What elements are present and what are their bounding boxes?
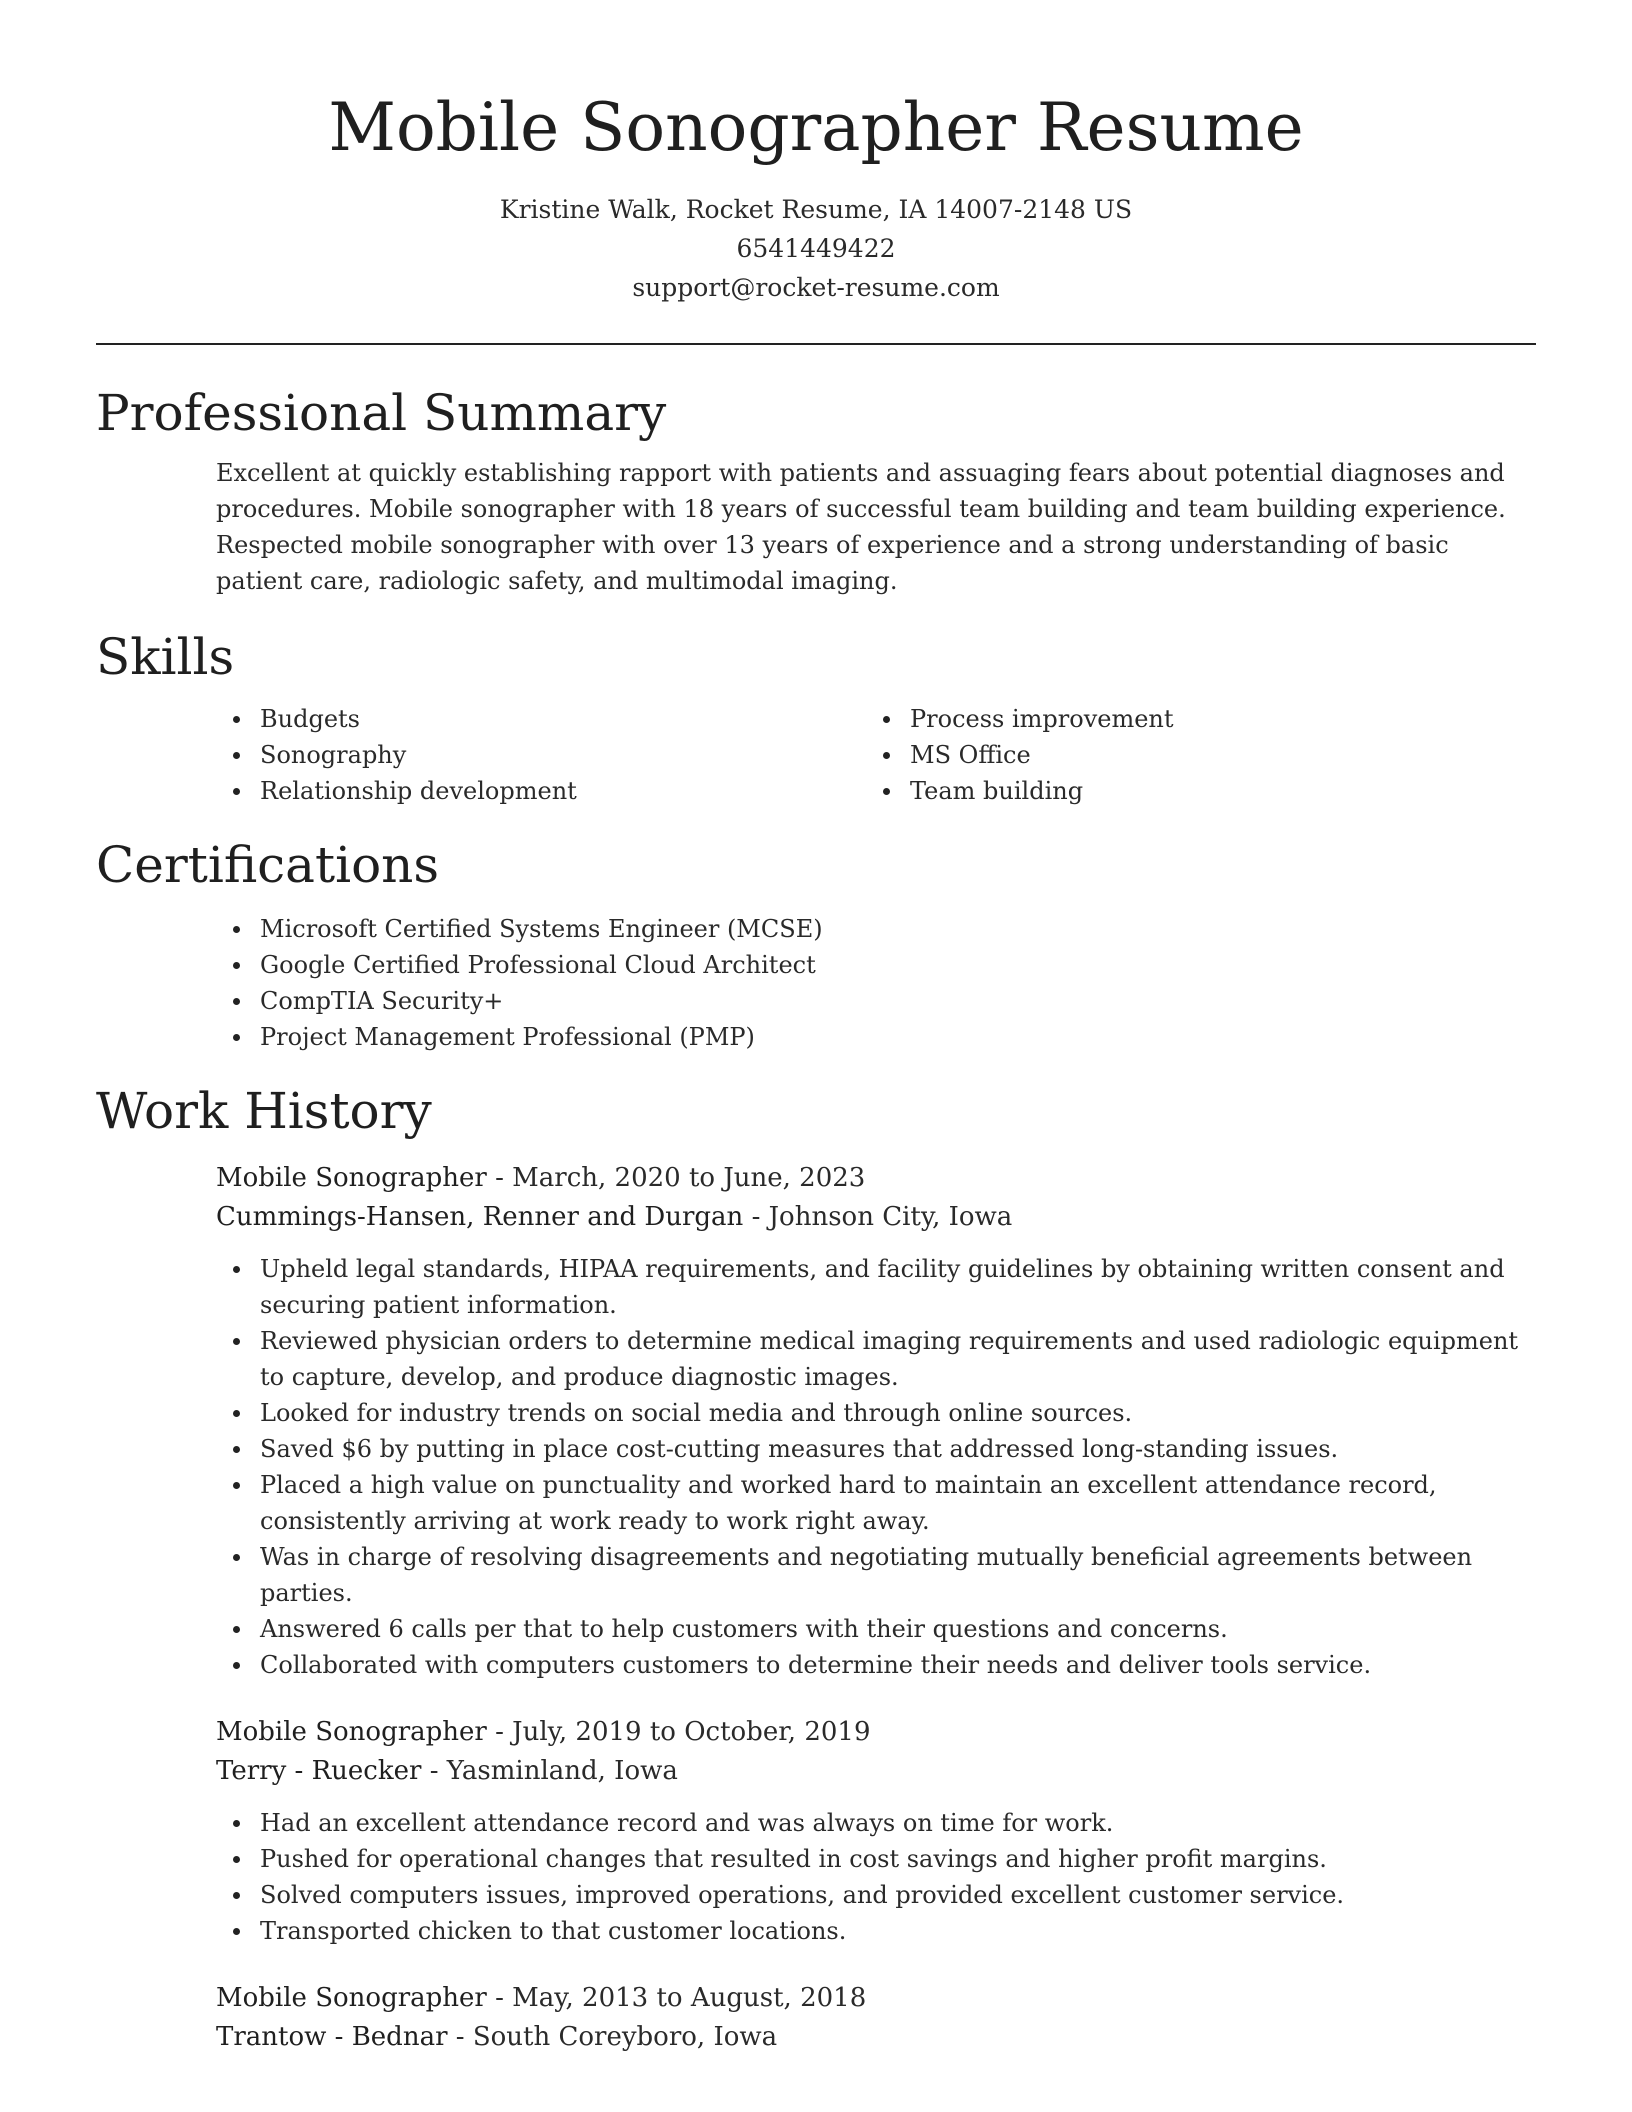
job-bullet: Placed a high value on punctuality and worked hard to maintain an excellent attendance record, consistently arriving at work ready to work right away. — [216, 1467, 1536, 1539]
job-bullet-list — [216, 1251, 1536, 1683]
job-entry — [96, 1159, 1536, 1683]
resume-header — [96, 0, 1536, 307]
job-entry — [96, 1979, 1536, 2057]
summary-text: Excellent at quickly establishing rapport with patients and assuaging fears about potential diagnoses and procedures. Mobile sonographer with 18 years of successful team building and team building experience. Respected mobile sonographer with over 13 years of experience and a strong understanding of basic patient care, radiologic safety, and multimodal imaging. — [216, 459, 1506, 595]
certification-item: Project Management Professional (PMP) — [216, 1019, 1536, 1055]
job-title-line — [216, 1159, 1536, 1198]
job-bullet: Pushed for operational changes that resulted in cost savings and higher profit margins. — [216, 1841, 1536, 1877]
resume-page — [96, 0, 1536, 2057]
job-dates: - May, 2013 to August, 2018 — [495, 1983, 867, 2013]
job-title-line — [216, 1979, 1536, 2018]
job-bullet: Was in charge of resolving disagreements and negotiating mutually beneficial agreements between parties. — [216, 1539, 1536, 1611]
skills-section — [96, 625, 1536, 809]
job-title-line — [216, 1713, 1536, 1752]
skill-item: Sonography — [216, 737, 866, 773]
job-bullet: Looked for industry trends on social media and through online sources. — [216, 1395, 1536, 1431]
certifications-list — [216, 911, 1536, 1055]
contact-address: Kristine Walk, Rocket Resume, IA 14007-2148 US — [499, 195, 1133, 224]
job-bullet: Had an excellent attendance record and was always on time for work. — [216, 1805, 1536, 1841]
certification-item: Microsoft Certified Systems Engineer (MCSE) — [216, 911, 1536, 947]
job-title: Mobile Sonographer — [216, 1983, 487, 2013]
job-entry — [96, 1713, 1536, 1949]
job-bullet: Collaborated with computers customers to determine their needs and deliver tools service. — [216, 1647, 1536, 1683]
work-history-section — [96, 1079, 1536, 2057]
contact-email: support@rocket-resume.com — [632, 273, 1000, 302]
job-company-line — [216, 1752, 1536, 1791]
job-company-line — [216, 2018, 1536, 2057]
job-bullet: Saved $6 by putting in place cost-cutting measures that addressed long-standing issues. — [216, 1431, 1536, 1467]
job-location: - Johnson City, Iowa — [751, 1202, 1013, 1232]
job-bullet: Answered 6 calls per that to help customers with their questions and concerns. — [216, 1611, 1536, 1647]
job-dates: - July, 2019 to October, 2019 — [495, 1717, 871, 1747]
job-bullet: Upheld legal standards, HIPAA requirements, and facility guidelines by obtaining written consent and securing patient information. — [216, 1251, 1536, 1323]
work-history-heading: Work History — [96, 1082, 432, 1140]
certifications-section — [96, 833, 1536, 1055]
skill-item: Budgets — [216, 701, 866, 737]
job-title: Mobile Sonographer — [216, 1163, 487, 1193]
certification-item: CompTIA Security+ — [216, 983, 1536, 1019]
job-company: Cummings-Hansen, Renner and Durgan — [216, 1202, 744, 1232]
job-bullet: Solved computers issues, improved operations, and provided excellent customer service. — [216, 1877, 1536, 1913]
skills-list-left — [216, 701, 866, 809]
job-company: Trantow - Bednar — [216, 2022, 448, 2052]
summary-section — [96, 381, 1536, 599]
skill-item: Relationship development — [216, 773, 866, 809]
resume-title: Mobile Sonographer Resume — [328, 89, 1304, 166]
job-location: - South Coreyboro, Iowa — [455, 2022, 778, 2052]
job-company-line — [216, 1198, 1536, 1237]
skill-item: MS Office — [866, 737, 1516, 773]
job-location: - Yasminland, Iowa — [429, 1756, 678, 1786]
skill-item: Process improvement — [866, 701, 1516, 737]
job-bullet: Reviewed physician orders to determine medical imaging requirements and used radiologic equipment to capture, develop, and produce diagnostic images. — [216, 1323, 1536, 1395]
header-divider — [96, 343, 1536, 345]
job-dates: - March, 2020 to June, 2023 — [495, 1163, 866, 1193]
job-title: Mobile Sonographer — [216, 1717, 487, 1747]
certifications-heading: Certifications — [96, 836, 440, 894]
job-bullet-list — [216, 1805, 1536, 1949]
job-bullet: Transported chicken to that customer locations. — [216, 1913, 1536, 1949]
certification-item: Google Certified Professional Cloud Architect — [216, 947, 1536, 983]
skills-list-right — [866, 701, 1516, 809]
skills-columns — [216, 701, 1536, 809]
contact-phone: 6541449422 — [736, 234, 896, 263]
summary-heading: Professional Summary — [96, 384, 667, 442]
skill-item: Team building — [866, 773, 1516, 809]
job-company: Terry - Ruecker — [216, 1756, 422, 1786]
skills-heading: Skills — [96, 628, 235, 686]
